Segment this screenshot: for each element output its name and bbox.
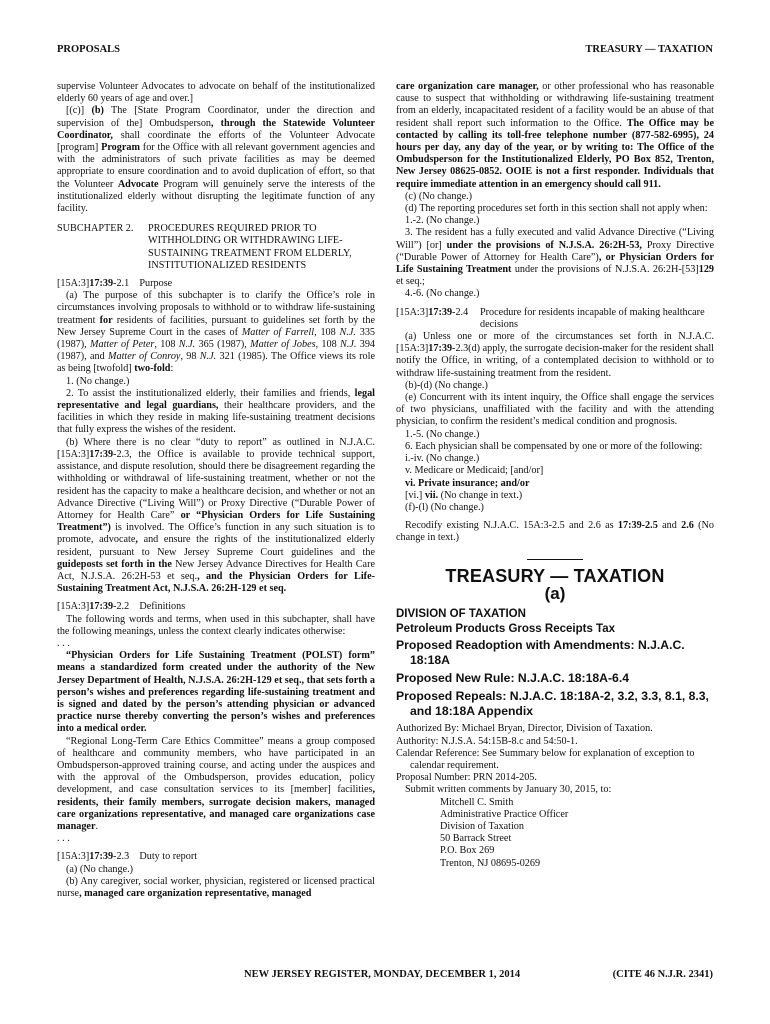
left-column xyxy=(57,81,375,900)
paragraph: 1.-5. (No change.) xyxy=(405,428,480,440)
subchapter-heading xyxy=(57,223,375,272)
running-footer xyxy=(57,969,713,983)
section-heading: [15A:3]17:39-2.4 Procedure for residents incapable of making healthcare decisions xyxy=(396,306,705,330)
paragraph: v. Medicare or Medicaid; [and/or] xyxy=(405,465,544,477)
subchapter-number: SUBCHAPTER 2. xyxy=(57,223,134,235)
authorized-by: Authorized By: Michael Bryan, Director, Division of Taxation. xyxy=(396,723,653,735)
paragraph: 2. To assist the institutionalized elderly, their families and friends, legal representative and legal guardians, their healthcare providers, and the facilities in which they reside in making life-sustaining treatment decisions that fully express the wishes of the resident. xyxy=(57,387,375,436)
header-section-label: PROPOSALS xyxy=(57,44,121,55)
paragraph: The following words and terms, when used in this subchapter, shall have the following meanings, unless the context clearly indicates otherwise: xyxy=(57,613,375,637)
paragraph: (a) The purpose of this subchapter is to clarify the Office’s role in circumstances involving proposals to withhold or to withdraw life-sustaining treatment for residents of facilities, pursuant to guidelines set forth by the New Jersey Supreme Court in the cases of Matter of Farrell, 108 N.J. 335 (1987), Matter of Peter, 108 N.J. 365 (1987), Matter of Jobes, 108 N.J. 394 (1987), and Matter of Conroy, 98 N.J. 321 (1985). The Office views its role as being [twofold] two-fold: xyxy=(57,290,376,375)
proposal-number: Proposal Number: PRN 2014-205. xyxy=(396,772,537,784)
paragraph: 1. (No change.) xyxy=(66,375,130,387)
ellipsis: . . . xyxy=(57,833,70,845)
section-heading: [15A:3]17:39-2.1 Purpose xyxy=(57,278,173,290)
address-line: Division of Taxation xyxy=(440,820,524,832)
paragraph: 4.-6. (No change.) xyxy=(405,288,480,300)
definition-ethics-committee: “Regional Long-Term Care Ethics Committee” means a group composed of healthcare and community members, who have participated in an Ombudsperson-approved training course, and acting under the auspices and with the approval of the Ombudsperson, provides education, policy development, and case consultation services to its [member] facilities, residents, their family members, surrogate decision makers, managed care organizations representative, and managed care organizations case manager. xyxy=(57,735,375,832)
proposal-heading: Proposed New Rule: N.J.A.C. 18:18A-6.4 xyxy=(396,671,629,686)
mailing-address xyxy=(440,797,714,870)
paragraph: (a) (No change.) xyxy=(66,863,134,875)
paragraph: 3. The resident has a fully executed and valid Advance Directive (“Living Will”) [or] under the provisions of N.J.S.A. 26:2H-53, Proxy Directive (“Durable Power of Attorney for Health Care”), or Physician Orders for Life Sustaining Treatment under the provisions of N.J.S.A. 26:2H-[53]129 et seq.; xyxy=(396,227,714,288)
address-line: Trenton, NJ 08695-0269 xyxy=(440,857,541,869)
paragraph: (b) Where there is no clear “duty to report” as outlined in N.J.A.C. [15A:3]17:39-2.3, the Office is available to provide technical support, assistance, and dispute resolution, should there be disagreement regarding the withholding or withdrawal of life-sustaining treatment, whether or not the resident has the capacity to make a healthcare decision, and whether or not an Advance Directive (“Living Will”) or Proxy Directive (“Durable Power of Attorney for Health Care” or “Physician Orders for Life Sustaining Treatment”) is involved. The Office’s function in any such situation is to promote, advocate, and ensure the rights of the institutionalized elderly resident, pursuant to New Jersey Supreme Court guidelines and the guideposts set forth in the New Jersey Advance Directives for Health Care Act, N.J.S.A. 26:2H-53 et seq., and the Physician Orders for Life-Sustaining Treatment Act, N.J.S.A. 26:2H-129 et seq. xyxy=(57,436,376,595)
footer-publication-date: NEW JERSEY REGISTER, MONDAY, DECEMBER 1, 2014 xyxy=(244,969,521,980)
paragraph: supervise Volunteer Advocates to advocate on behalf of the institutionalized elderly 60 years of age and over.] xyxy=(57,81,375,105)
address-line: Administrative Practice Officer xyxy=(440,808,569,820)
agency-heading: TREASURY — TAXATION xyxy=(445,565,665,586)
paragraph: i.-iv. (No change.) xyxy=(405,453,480,465)
submit-comments: Submit written comments by January 30, 2015, to: xyxy=(405,784,612,796)
subchapter-title: PROCEDURES REQUIRED PRIOR TO WITHHOLDING OR WITHDRAWING LIFE-SUSTAINING TREATMENT FROM ELDERLY, INSTITUTIONALIZED RESIDENTS xyxy=(148,223,352,271)
authority: Authority: N.J.S.A. 54:15B-8.c and 54:50-1. xyxy=(396,735,578,747)
section-heading: [15A:3]17:39-2.3 Duty to report xyxy=(57,851,198,863)
proposal-heading: Proposed Repeals: N.J.A.C. 18:18A-2, 3.2, 3.3, 8.1, 8.3, and 18:18A Appendix xyxy=(396,689,709,719)
paragraph: (e) Concurrent with its intent inquiry, the Office shall engage the services of two physicians, unaffiliated with the facility and with the attending physician, to confirm the resident’s medical condition and prognosis. xyxy=(396,392,714,428)
footer-citation: (CITE 46 N.J.R. 2341) xyxy=(612,969,713,980)
address-line: P.O. Box 269 xyxy=(440,845,495,857)
paragraph: [(c)] (b) The [State Program Coordinator, under the direction and supervision of the] Ombudsperson, through the Statewide Volunteer Coordinator, shall coordinate the efforts of the Volunteer Advocate [program] Program for the Office with all relevant government agencies and with the administrators of such private facilities as may be deemed appropriate to ensure coordination and to avoid duplication of effort, so that the Volunteer Advocate Program will genuinely serve the interests of the institutionalized elderly without disrupting the legitimate function of any facility. xyxy=(57,105,376,215)
right-column xyxy=(396,81,714,870)
section-divider xyxy=(527,559,583,560)
paragraph: care organization care manager, or other professional who has reasonable cause to suspect that withholding or withdrawing life-sustaining treatment from an elderly, incapacitated resident of a facility would be an abuse of that resident shall report such information to the Office. The Office may be contacted by calling its toll-free telephone number (877-582-6995), 24 hours per day, any day of the year, or by writing to: The Office of the Ombudsperson for the Institutionalized Elderly, PO Box 852, Trenton, New Jersey 08625-0852. OOIE is not a first responder. Individuals that require immediate attention in an emergency should call 911. xyxy=(396,81,714,190)
header-agency-label: TREASURY — TAXATION xyxy=(585,44,713,55)
paragraph: (a) Unless one or more of the circumstances set forth in N.J.A.C. [15A:3]17:39-2.3(d) apply, the surrogate decision-maker for the resident shall notify the Office, in writing, of a contemplated decision to withhold or to withdraw life-sustaining treatment from the resident. xyxy=(396,331,714,379)
paragraph: 1.-2. (No change.) xyxy=(405,215,480,227)
address-line: Mitchell C. Smith xyxy=(440,796,514,808)
paragraph: (b) Any caregiver, social worker, physician, registered or licensed practical nurse, managed care organization representative, managed xyxy=(57,875,375,899)
section-heading: [15A:3]17:39-2.2 Definitions xyxy=(57,601,186,613)
paragraph: (c) (No change.) xyxy=(405,190,473,202)
paragraph: (d) The reporting procedures set forth in this section shall not apply when: xyxy=(405,203,708,215)
address-line: 50 Barrack Street xyxy=(440,833,512,845)
running-header xyxy=(57,44,713,58)
paragraph: (b)-(d) (No change.) xyxy=(405,379,488,391)
paragraph: (f)-(l) (No change.) xyxy=(405,501,484,513)
proposal-metadata xyxy=(396,723,714,784)
subject-heading: Petroleum Products Gross Receipts Tax xyxy=(396,623,615,636)
definition-polst: “Physician Orders for Life Sustaining Treatment (POLST) form” means a standardized form created under the authority of the New Jersey Department of Health, N.J.S.A. 26:2H-129 et seq., that sets forth a person’s wishes and preferences regarding life-sustaining treatment and is signed and dated by the person’s attending physician or advanced practice nurse thereby converting the person’s wishes and preferences into a medical order. xyxy=(57,650,375,735)
ellipsis: . . . xyxy=(57,637,70,649)
paragraph: vi. Private insurance; and/or xyxy=(405,477,530,489)
proposal-heading: Proposed Readoption with Amendments: N.J.A.C. 18:18A xyxy=(396,638,685,668)
paragraph: [vi.] vii. (No change in text.) xyxy=(405,489,523,501)
paragraph: 6. Each physician shall be compensated by one or more of the following: xyxy=(405,440,703,452)
calendar-reference: Calendar Reference: See Summary below for explanation of exception to calendar requirement. xyxy=(396,747,695,771)
item-letter: (a) xyxy=(544,583,566,603)
paragraph: Recodify existing N.J.A.C. 15A:3-2.5 and 2.6 as 17:39-2.5 and 2.6 (No change in text.) xyxy=(396,520,714,544)
division-heading: DIVISION OF TAXATION xyxy=(396,607,526,620)
